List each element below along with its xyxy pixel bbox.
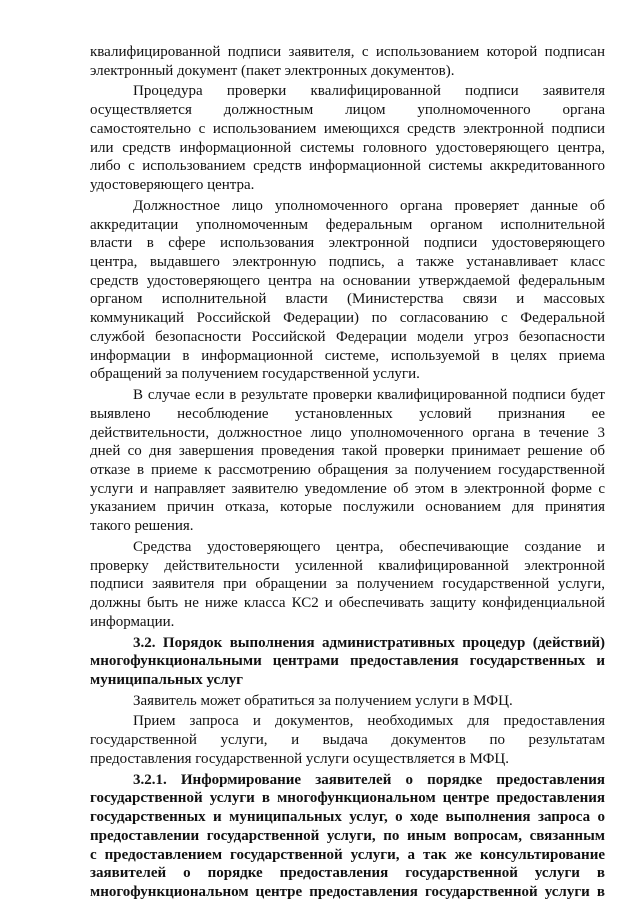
- paragraph-line: Прием запроса и документов, необходимых для предоставления: [133, 713, 605, 729]
- paragraph-line: государственной услуги, и выдача документов по результатам: [90, 732, 605, 748]
- paragraph-line: средств удостоверяющего центра на основании утверждаемой федеральным: [90, 273, 605, 289]
- paragraph-line: действительности, должностное лицо уполномоченного органа в течение 3: [90, 425, 605, 441]
- paragraph-line: Средства удостоверяющего центра, обеспечивающие создание и: [133, 539, 605, 555]
- paragraph-line: проверку действительности усиленной квалифицированной электронной: [90, 558, 605, 574]
- paragraph-line: Процедура проверки квалифицированной подписи заявителя: [133, 83, 605, 99]
- paragraph-line: услуги и направляет заявителю уведомление об этом в электронной форме с: [90, 481, 605, 497]
- paragraph-line: или средств информационной системы головного удостоверяющего центра,: [90, 140, 605, 156]
- section-heading-line: многофункциональными центрами предоставления государственных и: [90, 653, 605, 669]
- section-heading-line: 3.2. Порядок выполнения административных процедур (действий): [133, 635, 605, 651]
- paragraph-line: удостоверяющего центра.: [90, 177, 255, 193]
- paragraph-line: либо с использованием средств информационной системы аккредитованного: [90, 158, 605, 174]
- paragraph-line: дней со дня завершения проведения такой проверки принимает решение об: [90, 443, 605, 459]
- paragraph-line: обращений за получением государственной услуги.: [90, 366, 420, 382]
- section-heading-line: заявителей о порядке предоставления государственной услуги в: [90, 865, 605, 881]
- paragraph-line: власти в сфере использования электронной подписи удостоверяющего: [90, 235, 605, 251]
- paragraph-line: службой безопасности Российской Федерации модели угроз безопасности: [90, 329, 605, 345]
- paragraph-line: электронный документ (пакет электронных документов).: [90, 63, 455, 79]
- paragraph-line: Заявитель может обратиться за получением услуги в МФЦ.: [133, 693, 513, 709]
- section-heading-line: многофункциональном центре предоставления государственной услуги в: [90, 884, 605, 900]
- paragraph-line: указанием причин отказа, которые послужили основанием для принятия: [90, 499, 605, 515]
- paragraph-line: отказе в приеме к рассмотрению обращения за получением государственной: [90, 462, 605, 478]
- paragraph-line: предоставления государственной услуги осуществляется в МФЦ.: [90, 751, 510, 767]
- section-heading-line: государственной услуги в многофункциональном центре предоставления: [90, 790, 605, 806]
- paragraph-line: самостоятельно с использованием имеющихся средств электронной подписи: [90, 121, 605, 137]
- paragraph-line: осуществляется должностным лицом уполномоченного органа: [90, 102, 605, 118]
- section-heading-line: с предоставлением государственной услуги, а так же консультирование: [90, 847, 605, 863]
- paragraph-line: должны быть не ниже класса КС2 и обеспечивать защиту конфиденциальной: [90, 595, 605, 611]
- paragraph-line: аккредитации уполномоченным федеральным органом исполнительной: [90, 217, 605, 233]
- paragraph-line: коммуникаций Российской Федерации) по согласованию с Федеральной: [90, 310, 605, 326]
- paragraph-line: Должностное лицо уполномоченного органа проверяет данные об: [133, 198, 605, 214]
- paragraph-line: информации.: [90, 614, 175, 630]
- section-heading-line: государственных и муниципальных услуг, о ходе выполнения запроса о: [90, 809, 605, 825]
- paragraph-line: В случае если в результате проверки квалифицированной подписи будет: [133, 387, 605, 403]
- section-heading-line: муниципальных услуг: [90, 672, 243, 688]
- paragraph-line: квалифицированной подписи заявителя, с использованием которой подписан: [90, 44, 605, 60]
- paragraph-line: такого решения.: [90, 518, 194, 534]
- section-heading-line: 3.2.1. Информирование заявителей о порядке предоставления: [133, 772, 605, 788]
- section-heading-line: предоставлении государственной услуги, по иным вопросам, связанным: [90, 828, 605, 844]
- paragraph-line: информации в информационной системе, используемой в целях приема: [90, 348, 605, 364]
- paragraph-line: центра, выдавшего электронную подпись, а также устанавливает класс: [90, 254, 605, 270]
- paragraph-line: подписи заявителя при обращении за получением государственной услуги,: [90, 576, 605, 592]
- paragraph-line: выявлено несоблюдение установленных условий признания ее: [90, 406, 605, 422]
- paragraph-line: органом исполнительной власти (Министерства связи и массовых: [90, 291, 605, 307]
